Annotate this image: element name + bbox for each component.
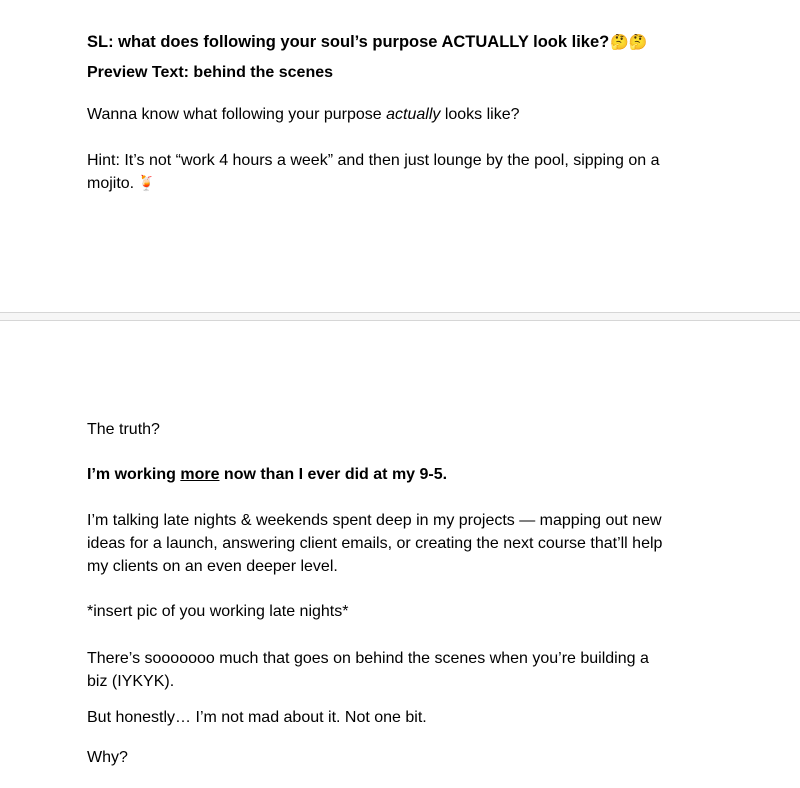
subject-line-text: SL: what does following your soul’s purpose ACTUALLY look like? [87, 33, 610, 51]
paragraph-hint-line-1: Hint: It’s not “work 4 hours a week” and then just lounge by the pool, sipping on a [87, 152, 660, 169]
paragraph-intro-italic: actually [386, 106, 441, 123]
thinking-face-icon: 🤔🤔 [610, 34, 648, 51]
paragraph-truth: The truth? [87, 421, 160, 438]
preview-text: Preview Text: behind the scenes [87, 64, 334, 81]
paragraph-working-underline: more [180, 466, 220, 483]
paragraph-working [87, 464, 447, 486]
paragraph-working-end: now than I ever did at my 9-5. [219, 466, 448, 483]
paragraph-insert-pic: *insert pic of you working late nights* [87, 603, 349, 620]
cocktail-icon: 🍹 [137, 175, 156, 192]
paragraph-talking-line-2: ideas for a launch, answering client emails, or creating the next course that’ll help [87, 535, 663, 552]
paragraph-scenes-line-2: biz (IYKYK). [87, 673, 175, 690]
document-page-2 [0, 321, 800, 788]
document-page-1 [0, 0, 800, 312]
paragraph-why: Why? [87, 749, 128, 766]
subject-line [87, 31, 648, 54]
paragraph-honestly: But honestly… I’m not mad about it. Not one bit. [87, 709, 427, 726]
paragraph-hint-line-2 [87, 173, 156, 195]
page-break [0, 312, 800, 321]
paragraph-talking-line-3: my clients on an even deeper level. [87, 558, 338, 575]
paragraph-talking-line-1: I’m talking late nights & weekends spent deep in my projects — mapping out new [87, 512, 662, 529]
paragraph-intro-text: Wanna know what following your purpose [87, 106, 387, 123]
paragraph-intro-end: looks like? [440, 106, 520, 123]
paragraph-hint-text: mojito. [87, 175, 135, 192]
paragraph-scenes-line-1: There’s sooooooo much that goes on behind the scenes when you’re building a [87, 650, 649, 667]
paragraph-intro [87, 104, 520, 126]
paragraph-working-text: I’m working [87, 466, 181, 483]
